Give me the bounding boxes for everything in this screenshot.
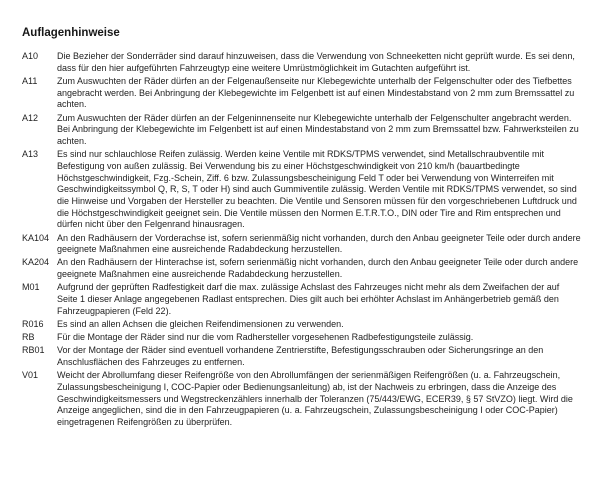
list-item [22,282,586,317]
entry-code: V01 [22,370,39,381]
entry-code: R016 [22,318,44,329]
entry-text: An den Radhäusern der Hinterachse ist, sofern serienmäßig nicht vorhanden, durch den Anbau geeigneter Teile oder durch andere geeignete Maßnahmen eine ausreichende Radabdeckung herzustellen. [57,257,579,280]
entry-code: A12 [22,112,39,123]
list-item [22,332,586,344]
entry-code: RB01 [22,345,45,356]
list-item [22,51,586,74]
entry-code: A11 [22,75,38,86]
entry-code: KA204 [22,257,50,268]
list-item [22,319,586,331]
entry-text: Aufgrund der geprüften Radfestigkeit darf die max. zulässige Achslast des Fahrzeuges nicht mehr als dem Zweifachen der auf Seite 1 dieser Anlage angegebenen Radlast entsprechen. Dies gilt auch bei erhöhter Achslast im Anhängerbetrieb gemäß den Fahrzeugpapieren (Feld 22). [57,282,560,316]
entry-code: RB [22,332,35,343]
requirements-list [22,51,586,429]
entry-text: An den Radhäusern der Vorderachse ist, sofern serienmäßig nicht vorhanden, durch den Anbau geeigneter Teile oder durch andere geeignete Maßnahmen eine ausreichende Radabdeckung herzustellen. [57,232,581,255]
entry-text: Es sind nur schlauchlose Reifen zulässig. Werden keine Ventile mit RDKS/TPMS verwendet, sind Metallschraubventile mit Befestigung von außen zulässig. Bei Verwendung bis zu einer Höchstgeschwindigkeit von 210 km/h (bauartbedingte Höchstgeschwindigkeit, Fzg.-Schein, Ziff. 6 bzw. Zulassungsbescheinigung Feld T oder bei Verwendung von Winterreifen mit Geschwindigkeitssymbol Q, R, S, T oder H) sind auch Gummiventile zulässig. Werden Ventile mit RDKS/TPMS verwendet, so sind die Hinweise und Vorgaben der Hersteller zu beachten. Die Ventile und Sensoren müssen für den vorgeschriebenen Luftdruck und die Höchstgeschwindigkeit geeignet sein. Die Ventile müssen den Normen E.T.R.T.O., DIN oder Tire and Rim entsprechen und dürfen nicht über den Felgenrand hinausragen. [57,149,577,230]
page-title: Auflagenhinweise [22,27,120,39]
list-item [22,345,586,368]
entry-text: Vor der Montage der Räder sind eventuell vorhandene Zentrierstifte, Befestigungsschrauben oder Sicherungsringe an den Anschlusflächen des Fahrzeuges zu entfernen. [57,345,544,368]
entry-text: Die Bezieher der Sonderräder sind darauf hinzuweisen, dass die Verwendung von Schneeketten nicht geprüft wurde. Es sei denn, dass für den hier aufgeführten Fahrzeugtyp eine weitere Umrüstmöglichkeit im Gutachten aufgeführt ist. [57,51,575,73]
list-item [22,370,586,429]
entry-code: KA104 [22,232,50,243]
entry-text: Zum Auswuchten der Räder dürfen an der Felgeninnenseite nur Klebegewichte unterhalb der Felgenschulter angebracht werden. Bei Anbringung der Klebegewichte im Felgenbett ist auf einen Mindestabstand von 2 mm zum Bremssattel bzw. Fahrwerksteilen zu achten. [57,112,579,146]
entry-text: Weicht der Abrollumfang dieser Reifengröße von den Abrollumfängen der serienmäßigen Reifengrößen (u. a. Fahrzeugschein, Zulassungsbescheinigung I, COC-Papier oder Bedienungsanleitung) ab, ist der Nachweis zu erbringen, dass die Anzeige des Geschwindigkeitsmessers und Wegstreckenzählers innerhalb der Toleranzen (75/443/EWG, ECER39, § 57 StVZO) liegt. Wird die Anzeige angeglichen, sind die in den Fahrzeugpapieren (u. a. Fahrzeugschein, Zulassungsbescheinigung I oder COC-Papier) eingetragenen Reifengrößen zu überprüfen. [57,370,573,428]
list-item [22,149,586,231]
list-item [22,113,586,148]
entry-code: M01 [22,282,40,293]
list-item [22,76,586,111]
entry-code: A13 [22,149,39,160]
list-item [22,233,586,256]
entry-text: Es sind an allen Achsen die gleichen Reifendimensionen zu verwenden. [57,318,344,329]
entry-text: Zum Auswuchten der Räder dürfen an der Felgenaußenseite nur Klebegewichte unterhalb der Felgenschulter oder des Tiefbettes angebracht werden. Bei Anbringung der Klebegewichte im Felgenbett ist auf einen Mindestabstand von 2 mm zum Bremssattel zu achten. [57,75,575,110]
entry-code: A10 [22,51,39,61]
list-item [22,257,586,280]
entry-text: Für die Montage der Räder sind nur die vom Radhersteller vorgesehenen Radbefestigungsteile zulässig. [57,332,474,343]
